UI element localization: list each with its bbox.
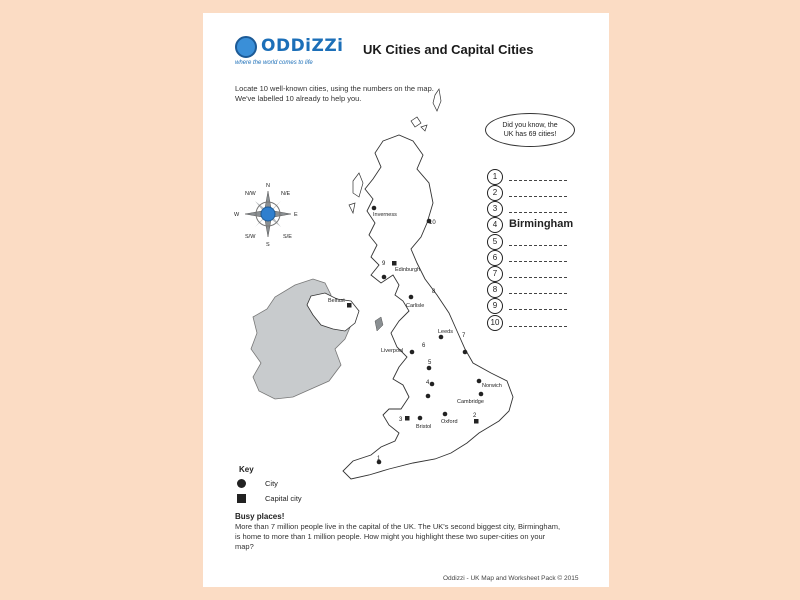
label-inverness: Inverness xyxy=(373,212,397,218)
compass-globe-icon xyxy=(261,207,275,221)
label-norwich: Norwich xyxy=(482,383,502,389)
answer-number: 5 xyxy=(487,234,503,250)
answer-number: 1 xyxy=(487,169,503,185)
fact-speech-bubble xyxy=(485,113,575,147)
answer-row xyxy=(487,266,587,282)
answer-row xyxy=(487,185,587,201)
label-belfast: Belfast xyxy=(328,298,345,304)
capital-marker xyxy=(347,303,352,308)
answer-number: 10 xyxy=(487,315,503,331)
ireland-landmass xyxy=(251,279,351,399)
city-marker xyxy=(477,379,482,384)
answer-row xyxy=(487,298,587,314)
worksheet xyxy=(203,13,609,587)
answer-row xyxy=(487,201,587,217)
map-number-3: 3 xyxy=(399,417,403,423)
answer-row xyxy=(487,234,587,250)
busy-places-text: More than 7 million people live in the capital of the UK. The UK's second biggest city, Birmingham, is home to more than 1 million people. How might you highlight these two super-cities on your map? xyxy=(235,522,561,551)
bubble-line-2: UK has 69 cities! xyxy=(503,131,557,138)
answer-row xyxy=(487,217,587,233)
city-marker xyxy=(430,382,435,387)
map-number-7: 7 xyxy=(462,333,466,339)
compass-n: N xyxy=(266,183,270,189)
answer-number: 4 xyxy=(487,217,503,233)
answer-number: 3 xyxy=(487,201,503,217)
compass-w: W xyxy=(234,212,240,218)
answer-row xyxy=(487,282,587,298)
answer-row xyxy=(487,250,587,266)
answer-text: Birmingham xyxy=(509,218,574,230)
instructions-text: Locate 10 well-known cities, using the numbers on the map. We've labelled 10 already to help you. xyxy=(235,84,434,103)
city-marker xyxy=(372,206,377,211)
answer-row xyxy=(487,169,587,185)
capital-marker xyxy=(392,261,397,266)
isle-of-man xyxy=(375,317,383,331)
city-marker xyxy=(443,412,448,417)
city-marker xyxy=(479,392,484,397)
city-marker xyxy=(439,335,444,340)
city-marker xyxy=(410,350,415,355)
capital-marker xyxy=(474,419,479,424)
answer-number: 8 xyxy=(487,282,503,298)
answer-blank[interactable] xyxy=(509,277,567,278)
answer-blank[interactable] xyxy=(509,180,567,181)
compass-e: E xyxy=(294,212,298,218)
city-marker xyxy=(382,275,387,280)
city-marker xyxy=(426,394,431,399)
label-cambridge: Cambridge xyxy=(457,399,484,405)
label-oxford: Oxford xyxy=(441,419,458,425)
hebrides-islands xyxy=(349,173,363,213)
capital-marker xyxy=(405,416,410,421)
answer-blank[interactable] xyxy=(509,261,567,262)
map-number-10: 10 xyxy=(429,220,436,226)
key-title: Key xyxy=(239,465,254,474)
answer-blank[interactable] xyxy=(509,309,567,310)
footer-credit: Oddizzi - UK Map and Worksheet Pack © 2015 xyxy=(443,575,579,582)
bubble-line-1: Did you know, the xyxy=(502,122,558,129)
map-number-2: 2 xyxy=(473,413,477,419)
label-bristol: Bristol xyxy=(416,424,432,430)
answer-blank[interactable] xyxy=(509,212,567,213)
shetland-islands xyxy=(433,89,441,111)
answer-blank[interactable] xyxy=(509,293,567,294)
label-leeds: Leeds xyxy=(438,329,453,335)
compass-sw: S/W xyxy=(245,234,256,240)
compass-s: S xyxy=(266,242,270,248)
answer-blank[interactable] xyxy=(509,245,567,246)
capital-symbol-icon xyxy=(237,494,246,503)
answer-number: 7 xyxy=(487,266,503,282)
label-edinburgh: Edinburgh xyxy=(395,267,421,273)
answer-number: 2 xyxy=(487,185,503,201)
city-marker xyxy=(409,295,414,300)
answer-row xyxy=(487,315,587,331)
key-capital-label: Capital city xyxy=(265,494,302,503)
answer-number: 9 xyxy=(487,298,503,314)
compass-rose xyxy=(234,183,298,248)
map-number-1: 1 xyxy=(377,456,381,462)
map-number-4: 4 xyxy=(426,380,430,386)
logo-tagline: where the world comes to life xyxy=(235,60,313,66)
city-symbol-icon xyxy=(237,479,246,488)
map-number-9: 9 xyxy=(382,261,386,267)
page-title: UK Cities and Capital Cities xyxy=(363,42,534,57)
answer-number: 6 xyxy=(487,250,503,266)
map-number-5: 5 xyxy=(428,360,432,366)
key-city-label: City xyxy=(265,479,278,488)
label-liverpool: Liverpool xyxy=(381,348,404,354)
answer-blank[interactable] xyxy=(509,196,567,197)
label-carlisle: Carlisle xyxy=(406,303,425,309)
compass-se: S/E xyxy=(283,234,292,240)
orkney-islands xyxy=(411,117,427,131)
city-marker xyxy=(427,366,432,371)
busy-places-heading: Busy places! xyxy=(235,512,285,521)
city-marker xyxy=(418,416,423,421)
map-number-6: 6 xyxy=(422,343,426,349)
city-marker xyxy=(463,350,468,355)
map-number-8: 8 xyxy=(432,289,436,295)
compass-nw: N/W xyxy=(245,191,256,197)
compass-ne: N/E xyxy=(281,191,291,197)
logo-wordmark: ODDiZZi xyxy=(261,36,344,56)
answer-blank[interactable] xyxy=(509,326,567,327)
